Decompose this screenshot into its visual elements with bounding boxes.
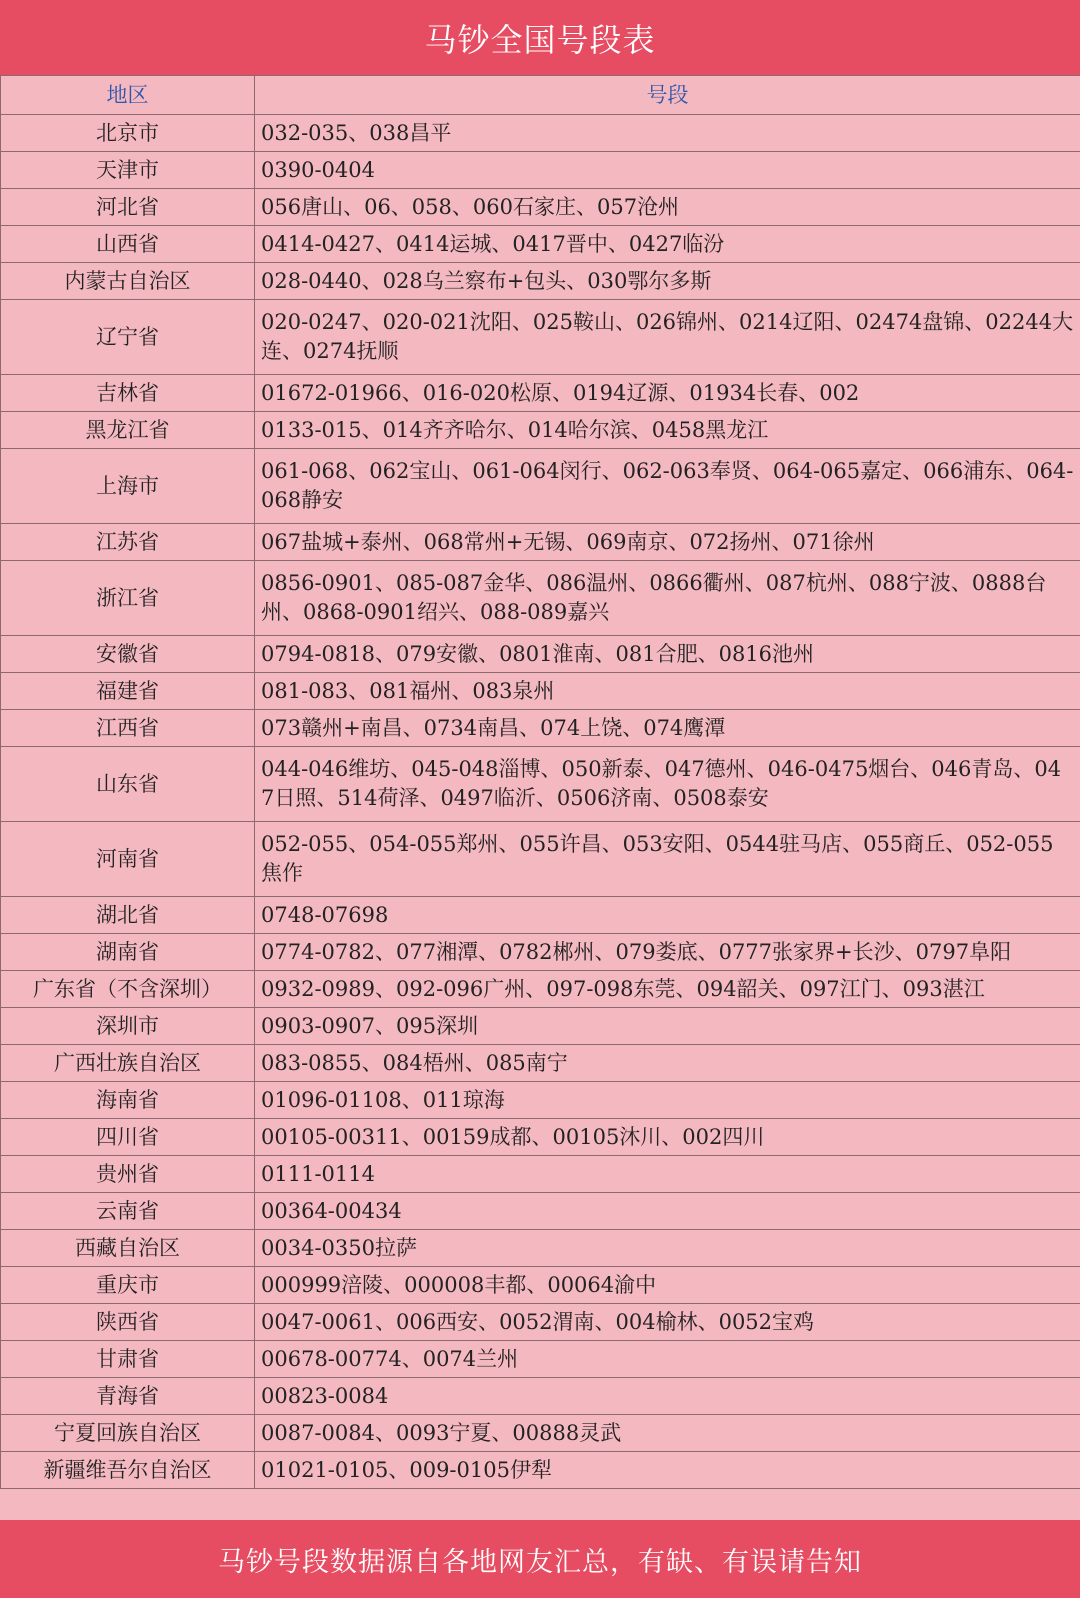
codes-cell: 056唐山、06、058、060石家庄、057沧州 <box>255 189 1080 226</box>
region-cell: 宁夏回族自治区 <box>1 1415 255 1452</box>
region-cell: 湖南省 <box>1 934 255 971</box>
codes-cell: 0047-0061、006西安、0052渭南、004榆林、0052宝鸡 <box>255 1304 1080 1341</box>
region-cell: 江苏省 <box>1 524 255 561</box>
codes-cell: 020-0247、020-021沈阳、025鞍山、026锦州、0214辽阳、02474盘锦、02244大连、0274抚顺 <box>255 300 1080 375</box>
table-row <box>1 152 1080 189</box>
table-row <box>1 226 1080 263</box>
region-cell: 重庆市 <box>1 1267 255 1304</box>
table-row <box>1 636 1080 673</box>
table-row <box>1 822 1080 897</box>
codes-cell: 0932-0989、092-096广州、097-098东莞、094韶关、097江门、093湛江 <box>255 971 1080 1008</box>
region-cell: 广东省（不含深圳） <box>1 971 255 1008</box>
region-cell: 安徽省 <box>1 636 255 673</box>
table-row <box>1 189 1080 226</box>
region-cell: 山东省 <box>1 747 255 822</box>
table-row <box>1 747 1080 822</box>
number-range-table <box>0 75 1080 1489</box>
region-cell: 湖北省 <box>1 897 255 934</box>
region-cell: 甘肃省 <box>1 1341 255 1378</box>
codes-cell: 081-083、081福州、083泉州 <box>255 673 1080 710</box>
region-cell: 河北省 <box>1 189 255 226</box>
codes-cell: 0794-0818、079安徽、0801淮南、081合肥、0816池州 <box>255 636 1080 673</box>
codes-cell: 0774-0782、077湘潭、0782郴州、079娄底、0777张家界+长沙、0797阜阳 <box>255 934 1080 971</box>
table-row <box>1 934 1080 971</box>
table-row <box>1 1267 1080 1304</box>
region-cell: 云南省 <box>1 1193 255 1230</box>
table-row <box>1 1378 1080 1415</box>
region-cell: 北京市 <box>1 115 255 152</box>
table-row <box>1 561 1080 636</box>
region-cell: 上海市 <box>1 449 255 524</box>
codes-cell: 061-068、062宝山、061-064闵行、062-063奉贤、064-065嘉定、066浦东、064-068静安 <box>255 449 1080 524</box>
table-row <box>1 375 1080 412</box>
codes-cell: 028-0440、028乌兰察布+包头、030鄂尔多斯 <box>255 263 1080 300</box>
codes-cell: 0087-0084、0093宁夏、00888灵武 <box>255 1415 1080 1452</box>
region-cell: 江西省 <box>1 710 255 747</box>
codes-cell: 00364-00434 <box>255 1193 1080 1230</box>
table-row <box>1 1156 1080 1193</box>
codes-cell: 000999涪陵、000008丰都、00064渝中 <box>255 1267 1080 1304</box>
region-cell: 辽宁省 <box>1 300 255 375</box>
table-row <box>1 1193 1080 1230</box>
region-cell: 吉林省 <box>1 375 255 412</box>
table-row <box>1 1119 1080 1156</box>
region-cell: 西藏自治区 <box>1 1230 255 1267</box>
codes-cell: 0414-0427、0414运城、0417晋中、0427临汾 <box>255 226 1080 263</box>
region-cell: 天津市 <box>1 152 255 189</box>
region-cell: 浙江省 <box>1 561 255 636</box>
codes-cell: 0903-0907、095深圳 <box>255 1008 1080 1045</box>
codes-cell: 01021-0105、009-0105伊犁 <box>255 1452 1080 1489</box>
table-row <box>1 1230 1080 1267</box>
region-cell: 新疆维吾尔自治区 <box>1 1452 255 1489</box>
region-cell: 陕西省 <box>1 1304 255 1341</box>
region-cell: 青海省 <box>1 1378 255 1415</box>
table-body <box>1 115 1080 1489</box>
codes-cell: 083-0855、084梧州、085南宁 <box>255 1045 1080 1082</box>
codes-cell: 073赣州+南昌、0734南昌、074上饶、074鹰潭 <box>255 710 1080 747</box>
table-header-row <box>1 76 1080 115</box>
region-cell: 深圳市 <box>1 1008 255 1045</box>
codes-cell: 052-055、054-055郑州、055许昌、053安阳、0544驻马店、055商丘、052-055焦作 <box>255 822 1080 897</box>
codes-cell: 032-035、038昌平 <box>255 115 1080 152</box>
table-row <box>1 1082 1080 1119</box>
table-row <box>1 412 1080 449</box>
region-cell: 海南省 <box>1 1082 255 1119</box>
table-row <box>1 1304 1080 1341</box>
codes-cell: 0748-07698 <box>255 897 1080 934</box>
table-row <box>1 263 1080 300</box>
codes-cell: 0390-0404 <box>255 152 1080 189</box>
region-cell: 广西壮族自治区 <box>1 1045 255 1082</box>
codes-cell: 0111-0114 <box>255 1156 1080 1193</box>
codes-cell: 01672-01966、016-020松原、0194辽源、01934长春、002 <box>255 375 1080 412</box>
table-row <box>1 897 1080 934</box>
region-cell: 福建省 <box>1 673 255 710</box>
table-row <box>1 1452 1080 1489</box>
codes-cell: 067盐城+泰州、068常州+无锡、069南京、072扬州、071徐州 <box>255 524 1080 561</box>
table-row <box>1 524 1080 561</box>
region-cell: 贵州省 <box>1 1156 255 1193</box>
column-header-codes: 号段 <box>255 76 1080 115</box>
footer-note: 马钞号段数据源自各地网友汇总，有缺、有误请告知 <box>0 1520 1080 1598</box>
region-cell: 黑龙江省 <box>1 412 255 449</box>
table-row <box>1 710 1080 747</box>
table-row <box>1 449 1080 524</box>
region-cell: 山西省 <box>1 226 255 263</box>
codes-cell: 0133-015、014齐齐哈尔、014哈尔滨、0458黑龙江 <box>255 412 1080 449</box>
codes-cell: 044-046维坊、045-048淄博、050新泰、047德州、046-0475烟台、046青岛、047日照、514荷泽、0497临沂、0506济南、0508泰安 <box>255 747 1080 822</box>
codes-cell: 00823-0084 <box>255 1378 1080 1415</box>
table-row <box>1 115 1080 152</box>
table-row <box>1 971 1080 1008</box>
table-row <box>1 1341 1080 1378</box>
page-title: 马钞全国号段表 <box>0 0 1080 75</box>
region-cell: 内蒙古自治区 <box>1 263 255 300</box>
codes-cell: 00105-00311、00159成都、00105沐川、002四川 <box>255 1119 1080 1156</box>
table-row <box>1 673 1080 710</box>
codes-cell: 0856-0901、085-087金华、086温州、0866衢州、087杭州、088宁波、0888台州、0868-0901绍兴、088-089嘉兴 <box>255 561 1080 636</box>
table-row <box>1 1008 1080 1045</box>
region-cell: 河南省 <box>1 822 255 897</box>
table-row <box>1 300 1080 375</box>
column-header-region: 地区 <box>1 76 255 115</box>
codes-cell: 01096-01108、011琼海 <box>255 1082 1080 1119</box>
region-cell: 四川省 <box>1 1119 255 1156</box>
table-row <box>1 1415 1080 1452</box>
codes-cell: 0034-0350拉萨 <box>255 1230 1080 1267</box>
table-row <box>1 1045 1080 1082</box>
codes-cell: 00678-00774、0074兰州 <box>255 1341 1080 1378</box>
